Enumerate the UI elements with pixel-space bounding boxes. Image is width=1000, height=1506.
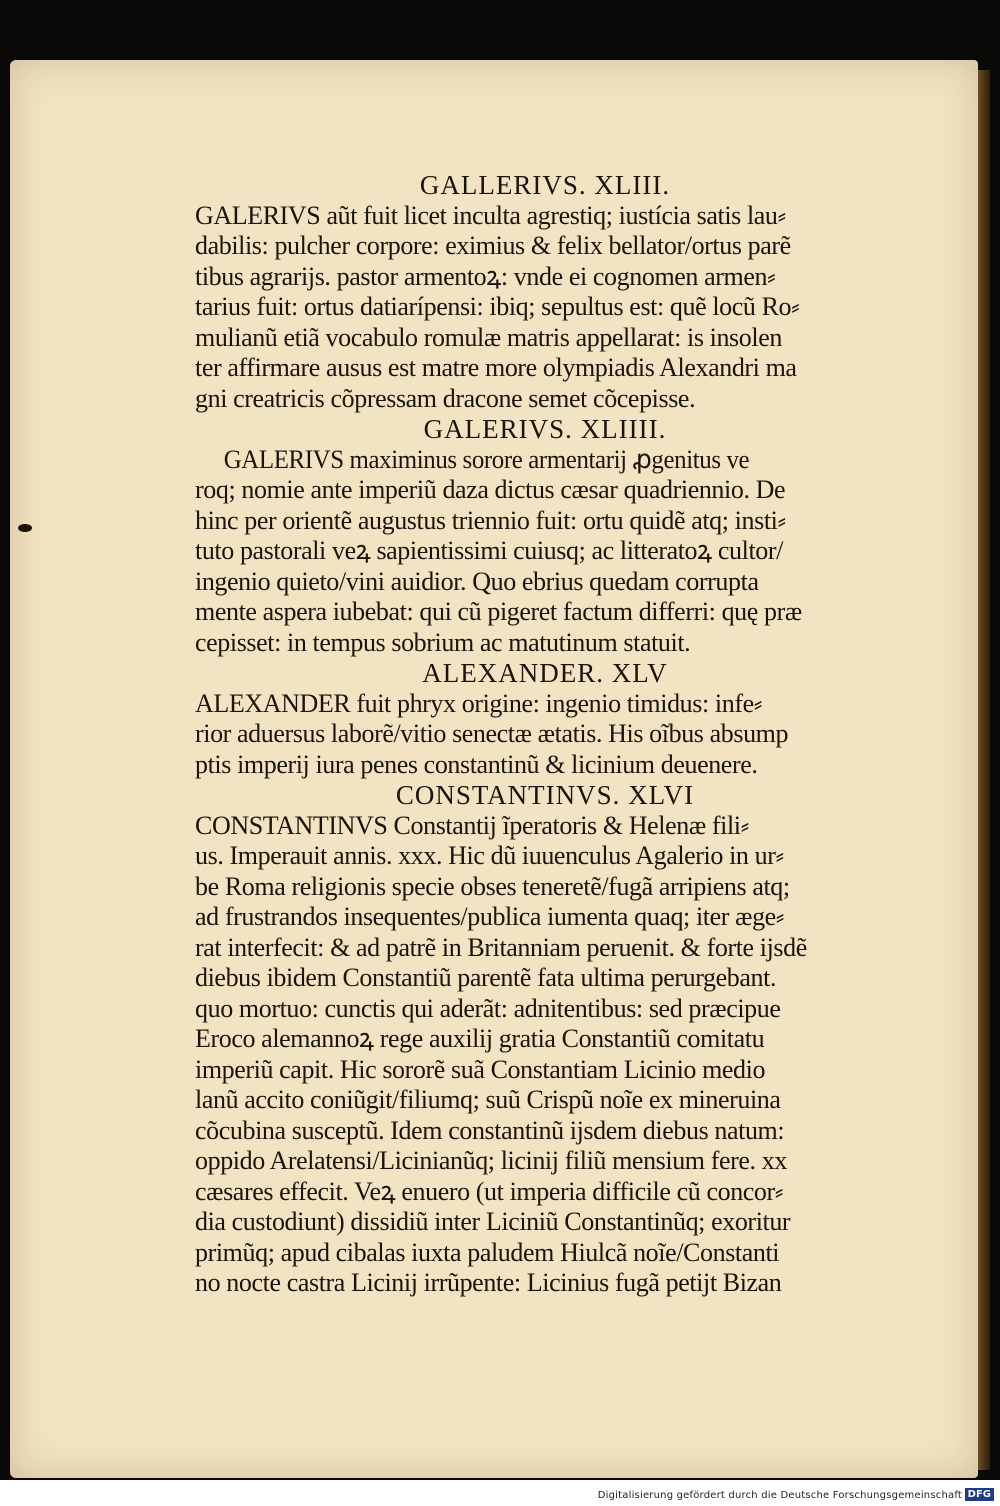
text-line: hinc per orientẽ augustus triennio fuit: ortu quidẽ atq; insti⸗ [195, 505, 786, 535]
section-heading: ALEXANDER. XLV [422, 658, 668, 688]
text-line: primũq; apud cibalas iuxta paludem Hiulcã noĩe/Constanti [195, 1237, 780, 1267]
dfg-logo[interactable]: DFG [965, 1488, 994, 1501]
text-line: oppido Arelatensi/Licinianũq; licinij filiũ mensium fere. xx [195, 1146, 787, 1175]
text-line: tarius fuit: ortus datiarípensi: ibiq; sepultus est: quẽ locũ Ro⸗ [195, 292, 800, 321]
text-line: mulianũ etiã vocabulo romulæ matris appellarat: is insolen [195, 322, 782, 352]
text-line: quo mortuo: cunctis qui aderãt: adnitentibus: sed præcipue [195, 993, 781, 1023]
text-line: ad frustrandos insequentes/publica iumenta quaq; iter æge⸗ [195, 902, 785, 931]
text-line: ter affirmare ausus est matre more olympiadis Alexandri ma [195, 353, 797, 382]
text-line: dabilis: pulcher corpore: eximius & felix bellator/ortus parẽ [195, 231, 791, 260]
text-line: tibus agrarijs. pastor armentoꝝ: vnde ei cognomen armen⸗ [195, 261, 776, 291]
text-line: ptis imperij iura penes constantinũ & licinium deuenere. [195, 749, 758, 779]
text-line: dia custodiunt) dissidiũ inter Liciniũ Constantinũq; exoritur [195, 1207, 791, 1236]
text-line: mente aspera iubebat: qui cũ pigeret factum differri: quę præ [195, 597, 802, 626]
text-line: be Roma religionis specie obses teneretẽ/fugã arripiens atq; [195, 871, 790, 901]
text-line: cæsares effecit. Veꝝ enuero (ut imperia difficile cũ concor⸗ [195, 1176, 784, 1206]
text-line: ALEXANDER fuit phryx origine: ingenio timidus: infe⸗ [195, 688, 763, 718]
text-line: roq; nomie ante imperiũ daza dictus cæsar quadriennio. De [195, 475, 786, 504]
text-line: CONSTANTINVS Constantij ĩperatoris & Helenæ fili⸗ [195, 810, 749, 840]
page-edge [978, 70, 990, 1470]
text-line: Eroco alemannoꝝ rege auxilij gratia Constantiũ comitatu [195, 1024, 765, 1053]
text-line: us. Imperauit annis. xxx. Hic dũ iuuenculus Agalerio in ur⸗ [195, 841, 784, 870]
section-heading: CONSTANTINVS. XLVI [395, 780, 695, 810]
text-line: cõcubina susceptũ. Idem constantinũ ijsdem diebus natum: [195, 1115, 785, 1145]
text-line: rior aduersus laborẽ/vitio senectæ ætatis. His oĩbus absump [195, 719, 789, 748]
ink-mark [18, 524, 32, 532]
text-line: imperiũ capit. Hic sororẽ suã Constantiam Licinio medio [195, 1054, 766, 1084]
text-line: cepisset: in tempus sobrium ac matutinum statuit. [195, 627, 691, 657]
text-block [195, 170, 895, 1299]
text-line: lanũ accito coniũgit/filiumq; suũ Crispũ noĩe ex mineruina [195, 1085, 781, 1114]
section-heading: GALERIVS. XLIIII. [423, 414, 667, 444]
text-line: tuto pastorali veꝝ sapientissimi cuiusq; ac litteratoꝝ cultor/ [195, 536, 783, 565]
text-line: gni creatricis cõpressam dracone semet cõcepisse. [195, 383, 696, 413]
text-line: no nocte castra Licinij irrũpente: Licinius fugã petijt Bizan [195, 1268, 782, 1297]
text-line: GALERIVS maximinus sorore armentarij ꝓgenitus ve [223, 444, 750, 474]
text-line: rat interfecit: & ad patrẽ in Britanniam peruenit. & forte ijsdẽ [195, 932, 807, 962]
footer-bar [0, 1480, 1000, 1506]
text-line: GALERIVS aũt fuit licet inculta agrestiq; iustícia satis lau⸗ [195, 200, 786, 230]
text-line: diebus ibidem Constantiũ parentẽ fata ultima perurgebant. [195, 963, 777, 992]
section-heading: GALLERIVS. XLIII. [419, 170, 671, 200]
funding-notice: Digitalisierung gefördert durch die Deutsche Forschungsgemeinschaft [597, 1490, 962, 1501]
text-line: ingenio quieto/vini auidior. Quo ebrius quedam corrupta [195, 566, 759, 596]
